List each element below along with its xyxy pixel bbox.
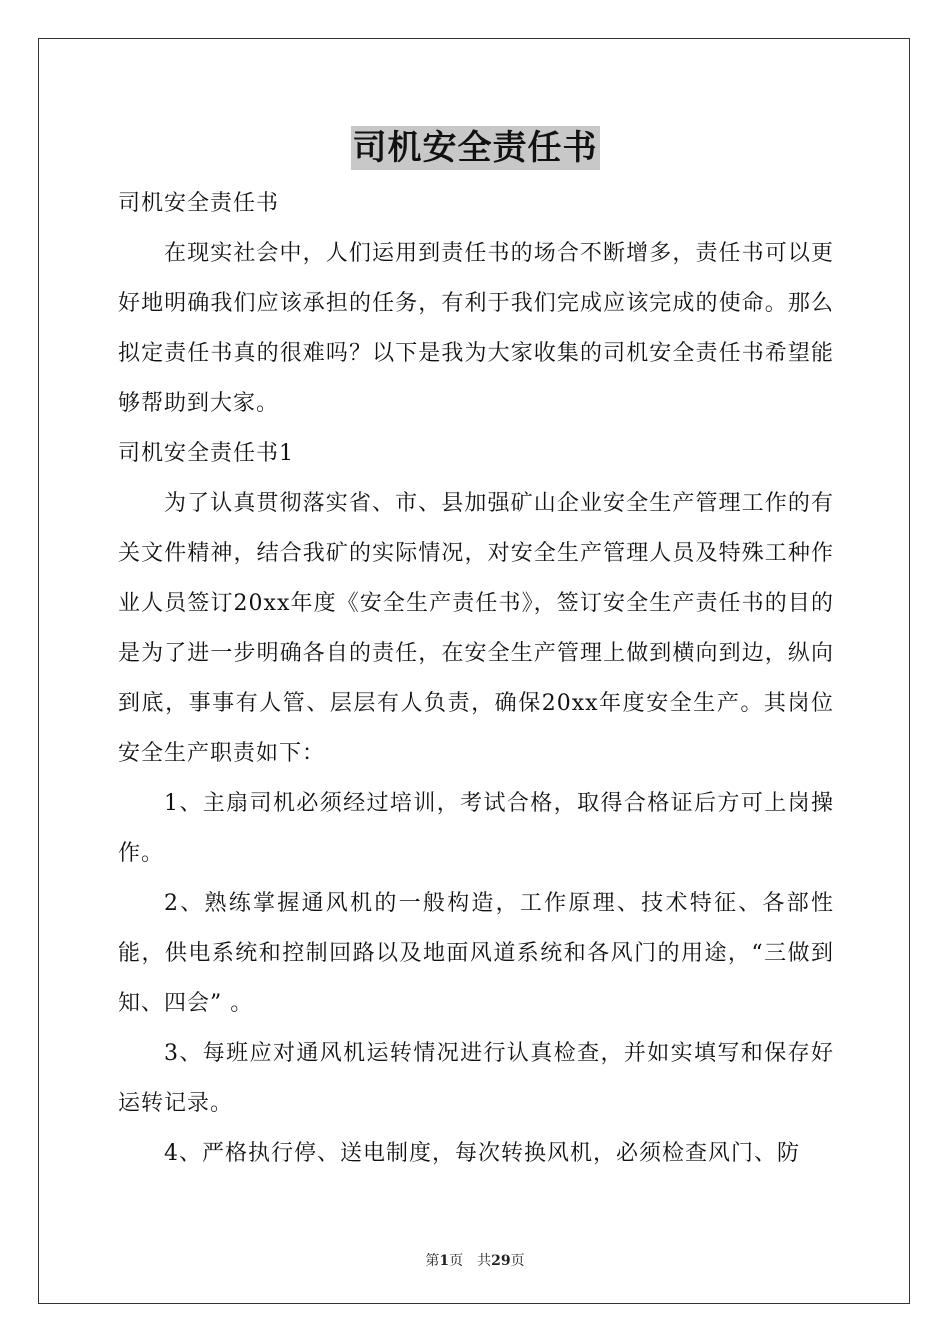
paragraph: 4、严格执行停、送电制度，每次转换风机，必须检查风门、防 xyxy=(164,1141,800,1166)
paragraph: 1、主扇司机必须经过培训，考试合格，取得合格证后方可上岗操作。 xyxy=(118,791,834,866)
footer-total-pages: 29 xyxy=(491,1253,511,1269)
paragraph: 2、熟练掌握通风机的一般构造，工作原理、技术特征、各部性能，供电系统和控制回路以及地面风道系统和各风门的用途，“三做到知、四会” 。 xyxy=(118,891,834,1016)
footer-page-number: 1 xyxy=(439,1253,450,1269)
document-title: 司机安全责任书 xyxy=(352,128,598,168)
footer-mid: 页 共 xyxy=(449,1253,492,1269)
title-container xyxy=(0,126,950,170)
paragraph: 司机安全责任书1 xyxy=(118,441,294,466)
page-footer xyxy=(0,1250,950,1270)
paragraph: 在现实社会中，人们运用到责任书的场合不断增多，责任书可以更好地明确我们应该承担的任务，有利于我们完成应该完成的使命。那么拟定责任书真的很难吗？以下是我为大家收集的司机安全责任书希望能够帮助到大家。 xyxy=(118,241,834,416)
footer-prefix: 第 xyxy=(425,1253,440,1269)
document-body xyxy=(118,179,834,1179)
paragraph: 3、每班应对通风机运转情况进行认真检查，并如实填写和保存好运转记录。 xyxy=(118,1041,834,1116)
paragraph: 司机安全责任书 xyxy=(118,191,280,216)
paragraph: 为了认真贯彻落实省、市、县加强矿山企业安全生产管理工作的有关文件精神，结合我矿的实际情况，对安全生产管理人员及特殊工种作业人员签订20xx年度《安全生产责任书》，签订安全生产责任书的目的是为了进一步明确各自的责任，在安全生产管理上做到横向到边，纵向到底，事事有人管、层层有人负责，确保20xx年度安全生产。其岗位安全生产职责如下： xyxy=(118,491,834,766)
footer-suffix: 页 xyxy=(510,1253,525,1269)
